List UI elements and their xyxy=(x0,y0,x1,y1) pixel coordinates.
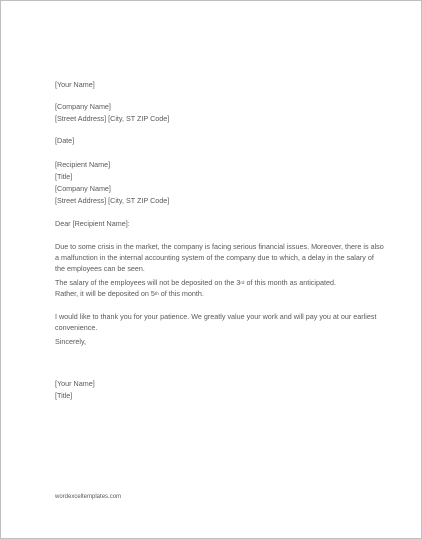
recipient-company: [Company Name] xyxy=(55,184,111,193)
body-paragraph-2-text-c: Rather, it will be deposited on 5 xyxy=(55,289,155,298)
ordinal-suffix-th: th xyxy=(154,291,159,296)
sender-name: [Your Name] xyxy=(55,80,95,89)
signature-name: [Your Name] xyxy=(55,379,95,388)
sender-address: [Street Address] [City, ST ZIP Code] xyxy=(55,114,170,123)
body-paragraph-1: Due to some crisis in the market, the company is facing serious financial issues. Moreover, there is also a malfunction in the internal accounting system of the company due to which, a delay in the salary of the employees can be seen. xyxy=(55,242,384,273)
ordinal-suffix-rd: rd xyxy=(240,280,245,285)
body-paragraph-2-text-b: of this month as anticipated. xyxy=(244,278,336,287)
recipient-address: [Street Address] [City, ST ZIP Code] xyxy=(55,196,170,205)
recipient-title: [Title] xyxy=(55,172,73,181)
body-paragraph-3: I would like to thank you for your patience. We greatly value your work and will pay you at our earliest convenience. xyxy=(55,312,377,332)
closing: Sincerely, xyxy=(55,337,87,346)
salutation: Dear [Recipient Name]: xyxy=(55,219,130,228)
body-paragraph-2 xyxy=(55,277,385,299)
recipient-name: [Recipient Name] xyxy=(55,160,111,169)
sender-company: [Company Name] xyxy=(55,102,111,111)
footer-watermark: wordexceltemplates.com xyxy=(55,494,122,500)
body-paragraph-2-text-a: The salary of the employees will not be deposited on the 3 xyxy=(55,278,241,287)
letter-date: [Date] xyxy=(55,136,75,145)
body-paragraph-2-text-d: of this month. xyxy=(158,289,204,298)
signature-title: [Title] xyxy=(55,391,73,400)
